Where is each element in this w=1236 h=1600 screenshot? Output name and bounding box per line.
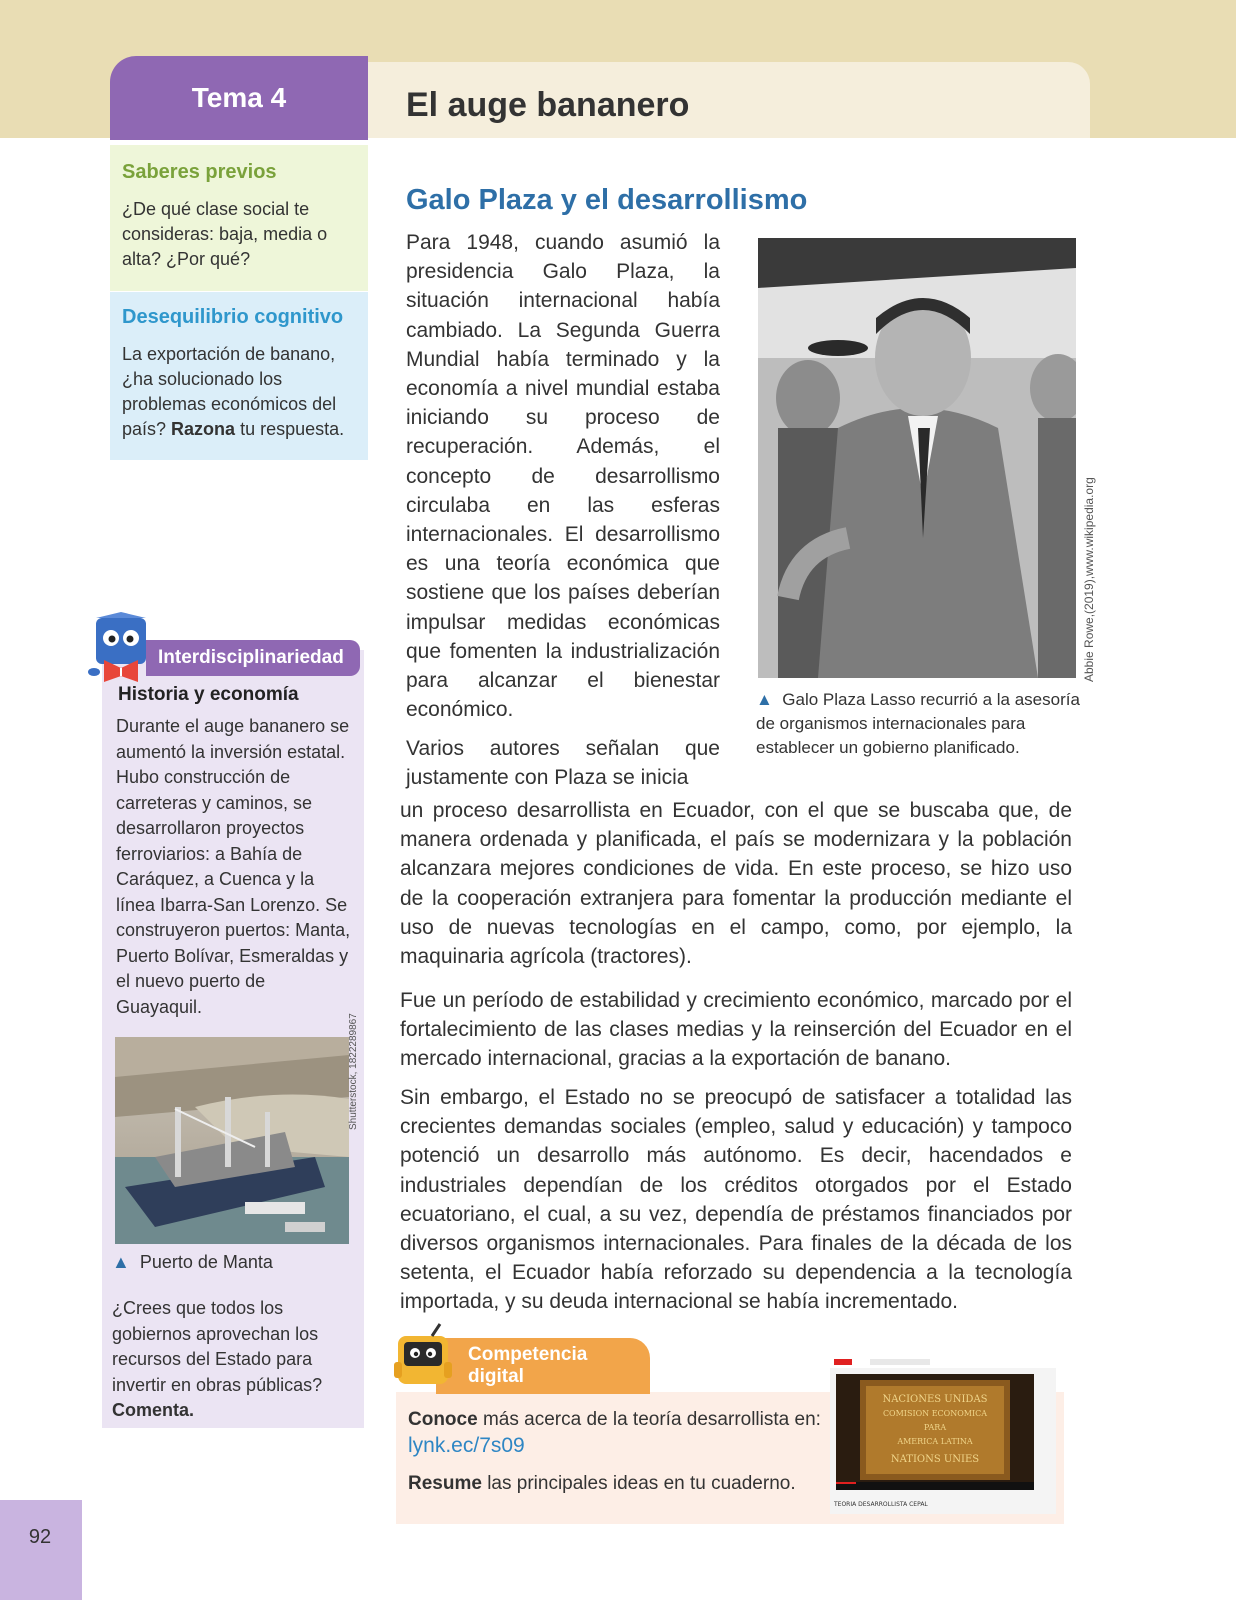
plaza-caption <box>756 688 1080 760</box>
title-underlay <box>368 138 1150 152</box>
manta-caption <box>112 1252 273 1273</box>
paragraph-4: Sin embargo, el Estado no se preocupó de satisfacer a totalidad las crecientes demandas sociales (empleo, salud y educación) y tampoco potenció un desarrollo más autónomo. Es decir, hacendados e industriales dependían de los créditos otorgados por el Estado ecuatoriano, el cual, a su vez, dependía de préstamos financiados por diversos organismos internacionales. Para finales de la década de los setenta, el Ecuador había reforzado su dependencia a la tecnología importada, y su deuda internacional se había incrementado. <box>400 1086 1072 1314</box>
resume-bold: Resume <box>408 1473 482 1494</box>
inter-question-text: ¿Crees que todos los gobiernos aprovechan los recursos del Estado para invertir en obras públicas? <box>112 1298 323 1395</box>
triangle-bullet-icon: ▲ <box>756 690 773 709</box>
desequilibrio-text <box>122 342 358 442</box>
manta-photo-credit: Shutterstock, 1822289867 <box>348 1013 359 1130</box>
lynk-link[interactable]: lynk.ec/7s09 <box>408 1434 525 1457</box>
paragraph-2-end: un proceso desarrollista en Ecuador, con el que se buscaba que, de manera ordenada y planificada, el país se modernizara y la población alcanzara mejores condiciones de vida. En este proceso, se hizo uso de la cooperación extranjera para fomentar la producción mediante el uso de nuevas tecnologías en el campo, como, por ejemplo, la maquinaria agrícola (tractores). <box>400 799 1072 969</box>
resume-line <box>408 1473 796 1495</box>
video-sign-line-2: COMISION ECONOMICA <box>882 1409 988 1418</box>
desequilibrio-text-before: La exportación de banano, ¿ha solucionado los problemas económicos del país? <box>122 344 337 439</box>
saberes-text: ¿De qué clase social te consideras: baja, media o alta? ¿Por qué? <box>122 199 328 269</box>
video-sign-line-5: NATIONS UNIES <box>890 1454 980 1465</box>
competencia-badge-line1: Competencia <box>468 1344 588 1365</box>
inter-text: Durante el auge bananero se aumentó la inversión estatal. Hubo construcción de carreteras y caminos, se desarrollaron proyectos ferroviarios: a Bahía de Caráquez, a Cuenca y la línea Ibarra-San Lorenzo. Se construyeron puertos: Manta, Puerto Bolívar, Esmeraldas y el nuevo puerto de Guayaquil. <box>116 716 351 1017</box>
conoce-text: más acerca de la teoría desarrollista en: <box>477 1409 821 1430</box>
video-sign-line-4: AMERICA LATINA <box>897 1437 973 1446</box>
desequilibrio-bold: Razona <box>171 419 236 439</box>
inter-badge <box>146 640 360 676</box>
manta-port-photo <box>115 1037 349 1244</box>
video-thumbnail[interactable] <box>830 1356 1056 1514</box>
page-title: El auge bananero <box>406 86 690 124</box>
conoce-line <box>408 1409 821 1431</box>
video-caption: TEORIA DESARROLLISTA CEPAL <box>834 1501 928 1508</box>
conoce-bold: Conoce <box>408 1409 478 1430</box>
desequilibrio-box <box>110 292 368 460</box>
mascot-digital-icon <box>392 1322 454 1394</box>
inter-subtitle: Historia y economía <box>118 684 299 705</box>
galo-plaza-photo <box>758 238 1076 678</box>
plaza-caption-text: Galo Plaza Lasso recurrió a la asesoría de organismos internacionales para establecer un gobierno planificado. <box>756 690 1080 757</box>
page-number: 92 <box>28 1526 52 1548</box>
tema-label: Tema 4 <box>191 82 287 113</box>
video-sign-line-3: PARA <box>923 1423 947 1432</box>
paragraph-2-start: Varios autores señalan que justamente con Plaza se inicia <box>406 737 720 790</box>
saberes-title: Saberes previos <box>122 161 277 183</box>
title-band <box>368 62 1090 148</box>
desequilibrio-title: Desequilibrio cognitivo <box>122 306 344 328</box>
inter-question-bold: Comenta. <box>112 1400 195 1420</box>
mascot-book-icon <box>86 612 156 686</box>
page-number-tab <box>0 1500 82 1600</box>
inter-badge-label: Interdisciplinariedad <box>158 647 344 668</box>
inter-question <box>112 1296 348 1424</box>
paragraph-1: Para 1948, cuando asumió la presidencia Galo Plaza, la situación internacional había cambiado. La Segunda Guerra Mundial había terminado y la economía a nivel mundial estaba iniciando su proceso de recuperación. Además, el concepto de desarrollismo circulaba en las esferas internacionales. El desarrollismo es una teoría económica que sostiene que los países deberían impulsar medidas económicas que fomenten la industrialización para alcanzar el bienestar económico. <box>406 231 720 722</box>
section-title: Galo Plaza y el desarrollismo <box>406 184 808 216</box>
resume-text: las principales ideas en tu cuaderno. <box>481 1473 796 1494</box>
triangle-bullet-icon: ▲ <box>112 1252 130 1272</box>
paragraph-3: Fue un período de estabilidad y crecimiento económico, marcado por el fortalecimiento de las clases medias y la reinserción del Ecuador en el mercado internacional, gracias a la exportación de banano. <box>400 989 1072 1071</box>
tema-tab <box>110 56 368 140</box>
desequilibrio-text-after: tu respuesta. <box>235 419 345 439</box>
competencia-badge-line2: digital <box>468 1366 524 1387</box>
video-sign-line-1: NACIONES UNIDAS <box>882 1394 988 1405</box>
competencia-badge <box>436 1338 650 1394</box>
manta-caption-text: Puerto de Manta <box>139 1252 273 1272</box>
saberes-previos-box <box>110 145 368 291</box>
plaza-photo-credit: Abbie Rowe,(2019),www.wikipedia.org <box>1082 477 1096 682</box>
